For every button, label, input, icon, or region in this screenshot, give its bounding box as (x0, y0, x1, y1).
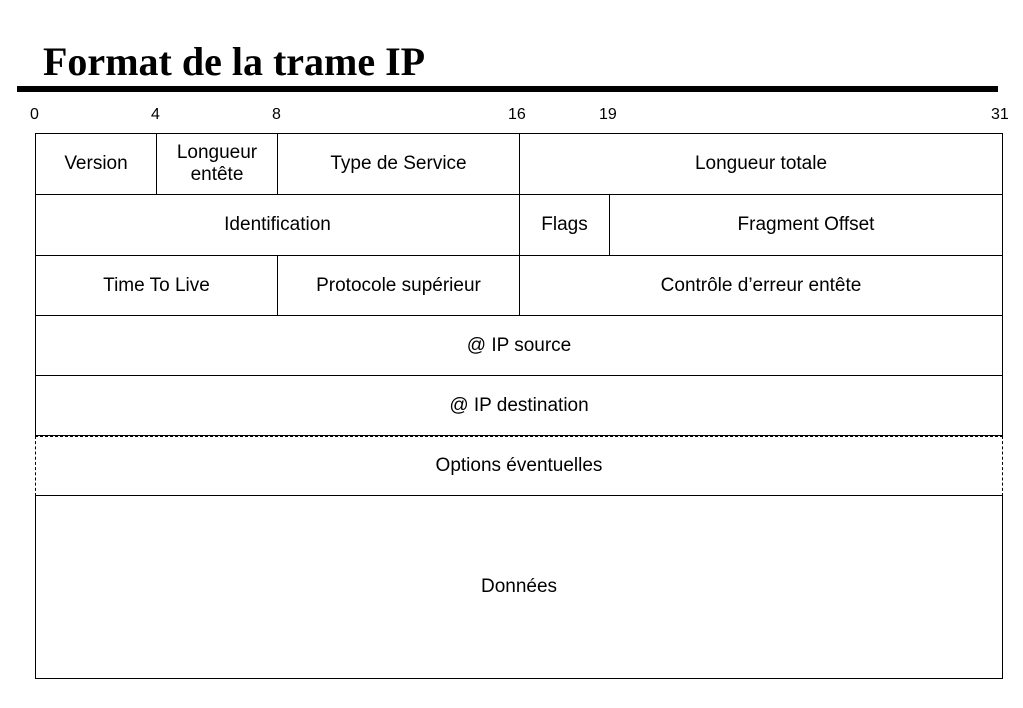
field-time-to-live-label: Time To Live (103, 274, 210, 296)
field-longueur-totale (519, 133, 1003, 195)
field-options-eventuelles-label: Options éventuelles (435, 455, 603, 476)
title-underline (17, 86, 998, 92)
bit-label-4: 4 (151, 106, 160, 123)
field-donnees-label: Données (480, 576, 558, 597)
field-controle-erreur-entete (519, 255, 1003, 316)
bit-label-8: 8 (272, 106, 281, 123)
field-protocole-superieur-label: Protocole supérieur (316, 274, 481, 296)
page-title: Format de la trame IP (43, 39, 426, 84)
field-type-de-service (277, 133, 520, 195)
field-donnees (35, 495, 1003, 679)
field-identification-label: Identification (224, 214, 331, 235)
field-flags (519, 194, 610, 256)
field-ip-destination-label: @ IP destination (449, 394, 589, 416)
field-time-to-live (35, 255, 278, 316)
field-longueur-entete (156, 133, 278, 195)
field-ip-source (35, 315, 1003, 376)
field-longueur-entete-line1: Longueur (176, 142, 258, 163)
field-ip-source-label: @ IP source (466, 334, 572, 356)
field-controle-erreur-entete-label: Contrôle d’erreur entête (660, 274, 862, 296)
field-ip-destination (35, 375, 1003, 436)
field-fragment-offset-label: Fragment Offset (737, 214, 875, 235)
field-fragment-offset (609, 194, 1003, 256)
bit-label-31: 31 (991, 106, 1009, 123)
field-options-eventuelles (35, 436, 1003, 496)
field-flags-label: Flags (541, 214, 588, 235)
bit-label-16: 16 (508, 106, 526, 123)
bit-label-0: 0 (30, 106, 39, 123)
field-longueur-entete-line2: entête (190, 164, 244, 185)
field-identification (35, 194, 520, 256)
field-version (35, 133, 157, 195)
field-longueur-totale-label: Longueur totale (694, 153, 828, 174)
field-type-de-service-label: Type de Service (330, 153, 467, 174)
bit-label-19: 19 (599, 106, 617, 123)
field-version-label: Version (64, 153, 128, 174)
field-protocole-superieur (277, 255, 520, 316)
